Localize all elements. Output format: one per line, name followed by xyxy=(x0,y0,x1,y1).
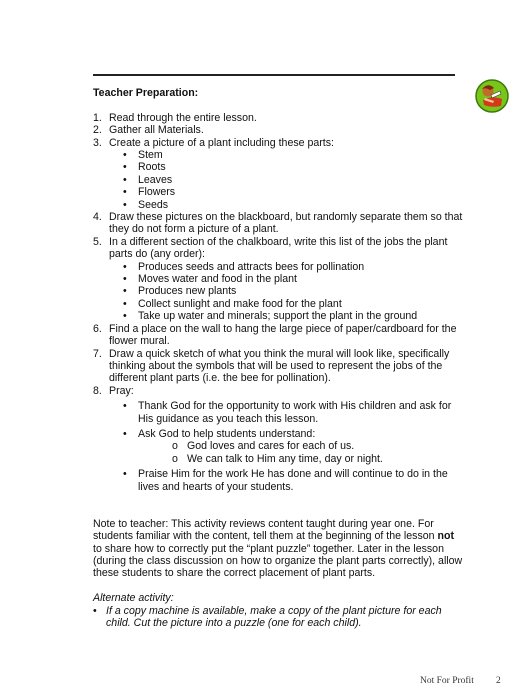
list-item: o God loves and cares for each of us. xyxy=(172,440,465,452)
list-item: • Stem xyxy=(123,149,465,161)
ask-text: Ask God to help students understand: xyxy=(138,427,316,440)
understanding-list xyxy=(138,440,465,465)
list-item xyxy=(123,428,465,465)
step-item: 2. Gather all Materials. xyxy=(93,124,204,137)
plant-parts-list xyxy=(109,149,465,211)
list-item: • Roots xyxy=(123,161,465,173)
emphasis-not: not xyxy=(437,530,454,543)
teacher-note: Note to teacher: This activity reviews content taught during year one. For students familiar with the content, tell them at the beginning of the lesson not to share how to correctly put the “plant puzzle” together. Later in the lesson (during the class discussion on how to organize the plant parts correctly), allow these students to share the correct placement of plant parts. xyxy=(93,517,463,580)
prayer-list xyxy=(109,400,465,493)
list-item: • Produces seeds and attracts bees for pollination xyxy=(123,261,465,273)
step-text: Read through the entire lesson. xyxy=(109,111,257,124)
list-item: o We can talk to Him any time, day or night. xyxy=(172,453,465,465)
step-item: 7. Draw a quick sketch of what you think the mural will look like, specifically thinking about the symbols that will be used to represent the jobs of the different plant parts (i.e. the bee for pollination). xyxy=(93,347,450,385)
alternate-title: Alternate activity: xyxy=(93,592,174,605)
lesson-content xyxy=(93,87,465,629)
list-item: • Flowers xyxy=(123,186,465,198)
preparation-steps xyxy=(93,112,465,493)
list-item: • Moves water and food in the plant xyxy=(123,273,465,285)
list-item: • Take up water and minerals; support the plant in the ground xyxy=(123,310,465,322)
step-text: Gather all Materials. xyxy=(109,124,204,137)
step-item: 1. Read through the entire lesson. xyxy=(93,111,257,124)
list-item: • Collect sunlight and make food for the plant xyxy=(123,298,465,310)
alternate-list xyxy=(93,605,465,630)
step-text: Find a place on the wall to hang the large piece of paper/cardboard for the flower mural. xyxy=(109,322,457,348)
step-text: Draw a quick sketch of what you think the mural will look like, specifically thinking about the symbols that will be used to represent the jobs of the different plant parts (i.e. the bee for pollination). xyxy=(109,347,450,385)
alternate-activity xyxy=(93,592,465,629)
page-number: 2 xyxy=(496,676,501,686)
step-item: 8. Pray: • Thank God for the opportunity to work with His children and ask for His guidance as you teach this lesson. • Ask God to help students understand: o God loves and cares for each of us. o We can talk to Him any time, day or night. • Praise Him for the work He has done and will continue to do in the lives and hearts of your students. xyxy=(93,385,465,493)
page-footer xyxy=(420,675,532,687)
step-item: 4. Draw these pictures on the blackboard, but randomly separate them so that they do not form a picture of a plant. xyxy=(93,211,463,236)
plant-jobs-list xyxy=(109,261,465,323)
step-text: Draw these pictures on the blackboard, but randomly separate them so that they do not form a picture of a plant. xyxy=(109,211,463,236)
step-item: 3. Create a picture of a plant including these parts: • Stem • Roots • Leaves • Flowers • Seeds xyxy=(93,137,465,211)
list-item: • Seeds xyxy=(123,199,465,211)
step-item: 6. Find a place on the wall to hang the large piece of paper/cardboard for the flower mural. xyxy=(93,322,457,348)
list-item: • Leaves xyxy=(123,174,465,186)
header-rule xyxy=(93,74,455,76)
praying-person-icon xyxy=(474,78,510,114)
step-item: 5. In a different section of the chalkboard, write this list of the jobs the plant parts do (any order): • Produces seeds and attracts bees for pollination • Moves water and food in the plant • Produces new plants • Collect sunlight and make food for the plant • Take up water and minerals; support the plant in the ground xyxy=(93,236,465,323)
list-item: • Praise Him for the work He has done and will continue to do in the lives and hearts of your students. xyxy=(123,468,465,493)
list-item: • If a copy machine is available, make a copy of the plant picture for each child. Cut the picture into a puzzle (one for each child). xyxy=(93,605,465,630)
list-item: • Produces new plants xyxy=(123,285,465,297)
step-text: Pray: xyxy=(109,384,134,397)
section-heading: Teacher Preparation: xyxy=(93,87,199,99)
footer-label: Not For Profit xyxy=(420,676,474,686)
step-text: In a different section of the chalkboard, write this list of the jobs the plant parts do (any order): xyxy=(109,235,448,261)
list-item: • Thank God for the opportunity to work with His children and ask for His guidance as you teach this lesson. xyxy=(123,400,465,425)
step-text: Create a picture of a plant including these parts: xyxy=(109,136,334,149)
